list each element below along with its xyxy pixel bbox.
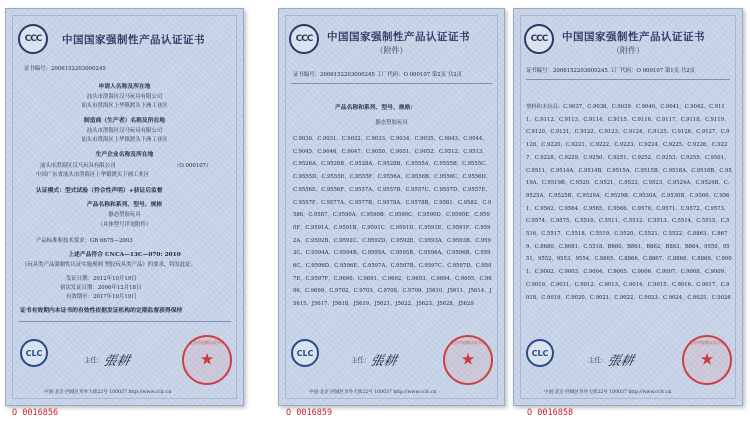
- implementation-rules-detail: 《玩具类产品强制性认证实施规则 塑胶玩具类产品》的要求，特发此证。: [22, 262, 197, 268]
- annex-header: 证书编号：2006152203000245 工厂代码：O 000107 第1页 共2页: [526, 68, 696, 74]
- annex-subtitle: （附件）: [375, 46, 408, 55]
- product-standard: 产品标准和技术要求：GB 6675—2003: [36, 238, 133, 244]
- clc-logo: CLC: [20, 339, 48, 367]
- divider: [526, 79, 730, 80]
- seal-star-icon: ★: [699, 349, 715, 369]
- factory-address: 中国广东省汕头市澄海区上华镇渡头下洲工业区: [36, 172, 150, 178]
- model-list: 塑料积木玩具：C.9037、C.9038、C.9039、C.9040、C.9041、C.9042、C.9111、C.9112、C.9113、C.9114、C.9115、C.9116、C.9117、C.9118、C.9119、C.9120、C.9121、C.9122、C.9123、C.9124、C.9125、C.9126、C.9127、C.9128、C.9220、C.9221、C.9222、C.9223、C.9224、C.9225、C.9226、C.9227、C.9228、C.9229、C.9250、C.9251、C.9252、C.9253、C.9255、C.9501、C.9511、C.9514A、C.9514B、C.9515A、C.9515B、C.9518A、C.9518B、C.9519A、C.9519B、C.9520、C.9521、C.9522、C.9523、C.9524A、C.9524B、C.9525A、C.9525B、C.9529A、C.9529B、C.9530A、C.9530B、C.9560、C.9561、C.9562、C.9564、C.9565、C.9566、C.9570、C.9571、C.9572、C.9573、C.9574、C.9575、C.5510、C.5511、C.5512、C.5513、C.5514、C.5515、C.5516、C.5517、C.5518、C.5519、C.5520、C.5521、C.5522、C.8863、C.8679、C.8680、C.8681、C.5518、B860、B861、B862、B863、B864、9550、9551、9552、9553、9554、C.8865、C.8866、C.8867、C.8868、C.8869、C.9001、C.9002、C.9003、C.9004、C.9005、C.9006、C.9007、C.9008、C.9009、C.9010、C.9011、C.9012、C.9013、C.9014、C.9015、C.9016、C.9017、C.9018、C.9019、C.9020、C.9021、C.9022、C.9023、C.9024、C.9025、C.9026: [526, 104, 732, 301]
- certificate-title: 中国国家强制性产品认证证书: [562, 31, 705, 43]
- valid-until-date: 有效期至：2017年10月19日: [66, 294, 137, 300]
- ccc-logo: CCC: [18, 24, 48, 54]
- applicant-address: 汕头市澄海区上华镇渡头下洲工业区: [81, 103, 168, 109]
- cert-number: 证书编号：2006152203000245: [24, 66, 106, 72]
- product-label: 产品名称和系列、型号、规格: [86, 202, 163, 208]
- ccc-logo: CCC: [289, 24, 319, 54]
- first-issue-date: 初次发证日期：2006年12月18日: [60, 285, 142, 291]
- ccc-logo: CCC: [524, 24, 554, 54]
- applicant-label: 申请人名称及所在地: [98, 84, 151, 90]
- issuer-footer: 中国·北京·西城区阜外大街22号 100037 http://www.cclc.cn: [44, 390, 172, 395]
- director-label: 主任：: [351, 356, 371, 364]
- official-seal: [443, 335, 493, 385]
- seal-text: 北京中轻联认证中心: [689, 340, 725, 345]
- divider: [291, 83, 492, 84]
- issuer-footer: 中国·北京·西城区阜外大街22号 100037 http://www.cclc.cn: [309, 390, 437, 395]
- product-label: 产品名称和系列、型号、规格：: [335, 105, 417, 111]
- annex-header: 证书编号：2006152203000245 工厂代码：O 000107 第2页 共2页: [293, 72, 463, 78]
- certificate-annex-page-1: [513, 8, 743, 406]
- clc-logo: CLC: [526, 339, 554, 367]
- issue-date: 发证日期：2012年10月19日: [66, 276, 137, 282]
- annex-subtitle: （附件）: [612, 46, 644, 55]
- model-list: C.9030、C.9031、C.9032、C.9033、C.9034、C.9035、C.9043、C.9044、C.9045、C.9046、C.9047、C.9050、C.9051、C.9052、C.9512、C.9513、C.9526A、C.9526B、C.9528A、C.9528B、C.9555A、C.9555B、C.9555C、C.9555D、C.9555E、C.9555F、C.9556A、C.9556B、C.9556C、C.9556D、C.9556E、C.9556F、C.9557A、C.9557B、C.9557C、C.9557D、C.9557E、C.9557F、C.9577A、C.9577B、C.9578A、C.9578B、C.9581、C.9582、C.9586、C.9587、C.9590A、C.9590B、C.9590C、C.9590D、C.9590E、C.9590F、C.9591A、C.9591B、C.9591C、C.9591D、C.9591E、C.9591F、C.9592A、C.9592B、C.9592C、C.9592D、C.9592E、C.9593A、C.9593B、C.9593C、C.9594A、C.9594B、C.9595A、C.9595B、C.9596A、C.9596B、C.9596C、C.9596D、C.9596E、C.9597A、C.9597B、C.9597C、C.9597D、C.9597E、C.9597F、C.9690、C.9691、C.9692、C.9693、C.9694、C.9695、C.9696、C.9699、C.9702、C.9703、C.9708、C.9709、J5610、J5611、J5614、J5615、J5617、J5618、J5619、J5621、J5622、J5623、J5628、J5629: [293, 136, 492, 308]
- certificate-annex-page-2: [278, 8, 505, 406]
- official-seal: [182, 335, 232, 385]
- product-name: 静态塑胶玩具: [108, 212, 141, 218]
- seal-star-icon: ★: [460, 349, 476, 369]
- clc-logo: CLC: [291, 339, 319, 367]
- certification-mode: 认证模式：型式试验（符合性声明）+获证后监督: [36, 188, 163, 194]
- product-name: 静态塑胶玩具: [375, 120, 408, 126]
- certificate-title: 中国国家强制性产品认证证书: [62, 34, 205, 46]
- manufacturer-address: 汕头市澄海区上华镇渡头下洲工业区: [81, 137, 168, 143]
- director-label: 主任：: [84, 356, 104, 364]
- official-seal: [682, 335, 732, 385]
- factory-code: （O 000107）: [174, 163, 212, 169]
- serial-number: O 0016858: [527, 408, 574, 418]
- validity-notice: 证书有效期内本证书的有效性依据发证机构的定期监督获得保持: [20, 308, 183, 314]
- serial-number: O 0016856: [12, 408, 59, 418]
- applicant-name: 汕头市澄海区汉马玩具有限公司: [86, 94, 163, 100]
- issuer-footer: 中国·北京·西城区阜外大街22号 100037 http://www.cclc.cn: [544, 390, 672, 395]
- manufacturer-name: 汕头市澄海区汉马玩具有限公司: [86, 128, 163, 134]
- certificate-title: 中国国家强制性产品认证证书: [327, 31, 470, 43]
- director-label: 主任：: [588, 356, 608, 364]
- factory-label: 生产企业名称及所在地: [95, 152, 154, 158]
- serial-number: O 0016859: [286, 408, 333, 418]
- certificate-main: [5, 8, 244, 406]
- manufacturer-label: 制造商（生产者）名称及所在地: [83, 118, 166, 124]
- implementation-rules: 上述产品符合 CNCA—13C—070: 2010: [68, 252, 181, 258]
- director-signature: 張耕: [101, 354, 132, 369]
- seal-text: 北京中轻联认证中心: [450, 340, 486, 345]
- seal-star-icon: ★: [199, 349, 215, 369]
- director-signature: 張耕: [605, 354, 636, 369]
- product-note: （具体型号详见附件）: [97, 222, 152, 228]
- factory-name: 汕头市澄海区汉马玩具有限公司: [40, 163, 116, 169]
- divider: [18, 321, 231, 322]
- director-signature: 張耕: [368, 354, 399, 369]
- seal-text: 北京中轻联认证中心: [189, 340, 225, 345]
